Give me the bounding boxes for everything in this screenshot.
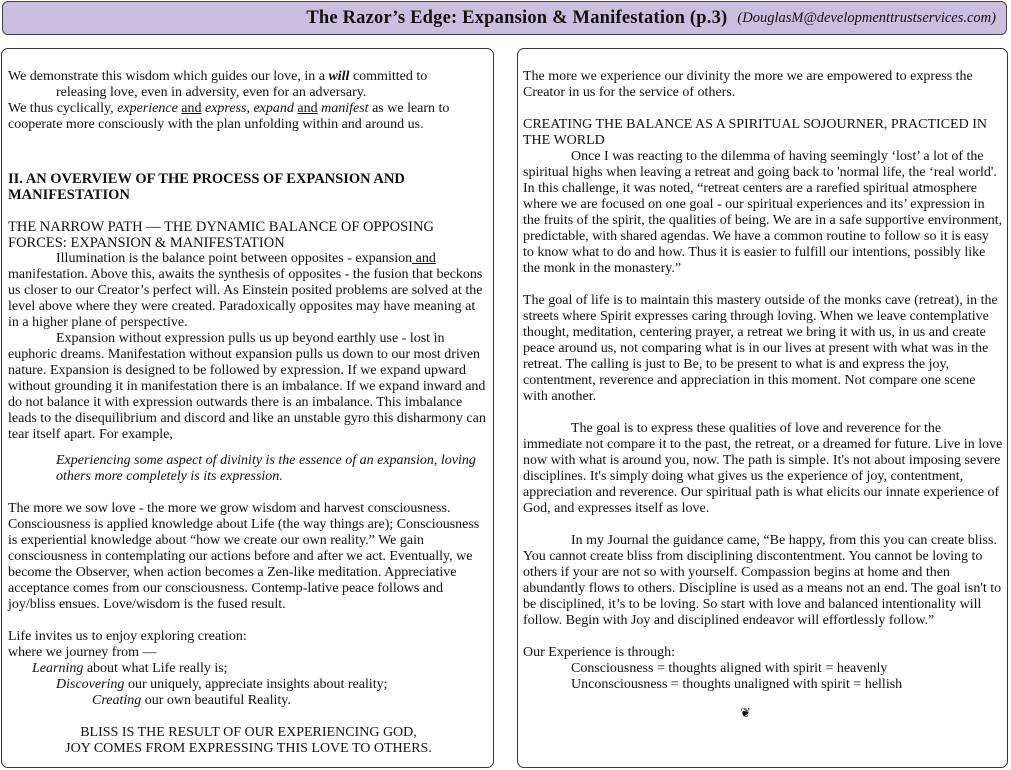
retreat-paragraph: Once I was reacting to the dilemma of having seemingly ‘lost’ a lot of the spiritual highs when leaving a retreat and going back to 'normal life, the ‘real world'. In this challenge, it was noted, “retreat centers are a rarefied spiritual atmosphere where we are focused on one goal - our spiritual experiences and its’ expression in the fruits of the spirit, the qualities of being. We are in a safe supportive environment, predictable, with shared agendas. We have a common routine to follow so it is easy to know what to do and how. Thus it is easier to fulfill our intentions, possibly like the monk in the monastery.” bbox=[523, 149, 1003, 276]
discovering-line: Discovering our uniquely, appreciate insights about reality; bbox=[56, 677, 388, 692]
cyclical-paragraph: We thus cyclically, experience and express, expand and manifest as we learn to cooperate more consciously with the plan unfolding within and around us. bbox=[8, 101, 450, 132]
section-heading: II. AN OVERVIEW OF THE PROCESS OF EXPANSION AND MANIFESTATION bbox=[8, 171, 405, 203]
author-email: (DouglasM@developmenttrustservices.com) bbox=[737, 9, 996, 26]
express-qualities-paragraph: The goal is to express these qualities of love and reverence for the immediate not compare it to the past, the retreat, or a dreamed for future. Live in love now with what is around you, now. The path is simple. It's not about imposing severe disciplines. It's simply doing what gives us the experience of joy, contentment, appreciation and reverence. Our spiritual path is what elicits our innate experience of God, and expresses itself as love. bbox=[523, 421, 1003, 516]
life-invites-line: Life invites us to enjoy exploring creation: bbox=[8, 629, 247, 644]
intro-line-continued: releasing love, even in adversity, even for an adversary. bbox=[56, 85, 367, 100]
fleuron-ornament-icon: ❦ bbox=[740, 705, 751, 720]
left-column bbox=[1, 48, 494, 768]
consciousness-line: Consciousness = thoughts aligned with spirit = heavenly bbox=[571, 661, 888, 676]
creating-line: Creating our own beautiful Reality. bbox=[92, 693, 291, 708]
goal-of-life-paragraph: The goal of life is to maintain this mastery outside of the monks cave (retreat), in the streets where Spirit expresses caring through loving. When we leave contemplative thought, meditation, centering prayer, a retreat we bring it with us, in us and create peace around us, not comparing what is in our lives at present with what was in the retreat. The calling is just to Be, to be present to what is and express the joy, contentment, reverence and appreciation in this moment. Not compare one scene with another. bbox=[523, 293, 998, 404]
experience-label: Our Experience is through: bbox=[523, 645, 676, 660]
will-emphasis: will bbox=[328, 69, 350, 84]
joy-line: JOY COMES FROM EXPRESSING THIS LOVE TO OTHERS. bbox=[65, 741, 432, 756]
sojourner-heading: CREATING THE BALANCE AS A SPIRITUAL SOJOURNER, PRACTICED IN THE WORLD bbox=[523, 117, 987, 148]
intro-line: We demonstrate this wisdom which guides our love, in a will committed to bbox=[8, 69, 428, 84]
page-title: The Razor’s Edge: Expansion & Manifestation (p.3) bbox=[306, 7, 728, 28]
unconsciousness-line: Unconsciousness = thoughts unaligned with spirit = hellish bbox=[571, 677, 903, 692]
illumination-paragraph: Illumination is the balance point between opposites - expansion and manifestation. Above this, awaits the synthesis of opposites - the fusion that beckons us closer to our Creator’s perfect will. As Einstein posited problems are solved at the level above where they were created. Paradoxically opposites may have meaning at in a higher plane of perspective. bbox=[8, 251, 483, 330]
journey-line: where we journey from — bbox=[8, 645, 157, 660]
divinity-paragraph: The more we experience our divinity the more we are empowered to express the Creator in us for the service of others. bbox=[523, 69, 973, 100]
divinity-quote: Experiencing some aspect of divinity is the essence of an expansion, loving others more completely is its expression. bbox=[56, 453, 476, 484]
right-column bbox=[517, 48, 1008, 768]
sow-love-paragraph: The more we sow love - the more we grow wisdom and harvest consciousness. Consciousness is applied knowledge about Life (the way things are); Consciousness is experiential knowledge about “how we create our own reality.” We gain consciousness in contemplating our actions before and after we act. Eventually, we become the Observer, when action becomes a Zen-like meditation. Appreciative acceptance comes from our consciousness. Contemp-lative peace follows and joy/bliss ensues. Love/wisdom is the fused result. bbox=[8, 501, 480, 612]
expansion-paragraph: Expansion without expression pulls us up beyond earthly use - lost in euphoric dreams. Manifestation without expansion pulls us down to our most driven nature. Expansion is designed to be followed by expression. If we expand upward without grounding it in manifestation there is an imbalance. If we expand inward and do not balance it with expression outwards there is an imbalance. This imbalance leads to the disequilibrium and discord and like an unstable gyro this disharmony can tear itself apart. For example, bbox=[8, 331, 486, 442]
narrow-path-heading: THE NARROW PATH — THE DYNAMIC BALANCE OF OPPOSING FORCES: EXPANSION & MANIFESTATION bbox=[8, 219, 434, 251]
learning-line: Learning about what Life really is; bbox=[32, 661, 228, 676]
bliss-line: BLISS IS THE RESULT OF OUR EXPERIENCING GOD, bbox=[80, 725, 417, 740]
journal-paragraph: In my Journal the guidance came, “Be happy, from this you can create bliss. You cannot create bliss from disciplining discontentment. You cannot be loving to others if your are not so with yourself. Compassion begins at home and then abundantly flows to others. Discipline is used as a means not an end. The goal isn't to be disciplined, it’s to be loving. So start with love and balanced intentionality will follow. Begin with Joy and disciplined endeavor will effortlessly follow.” bbox=[523, 533, 1002, 628]
page-header bbox=[2, 1, 1007, 35]
